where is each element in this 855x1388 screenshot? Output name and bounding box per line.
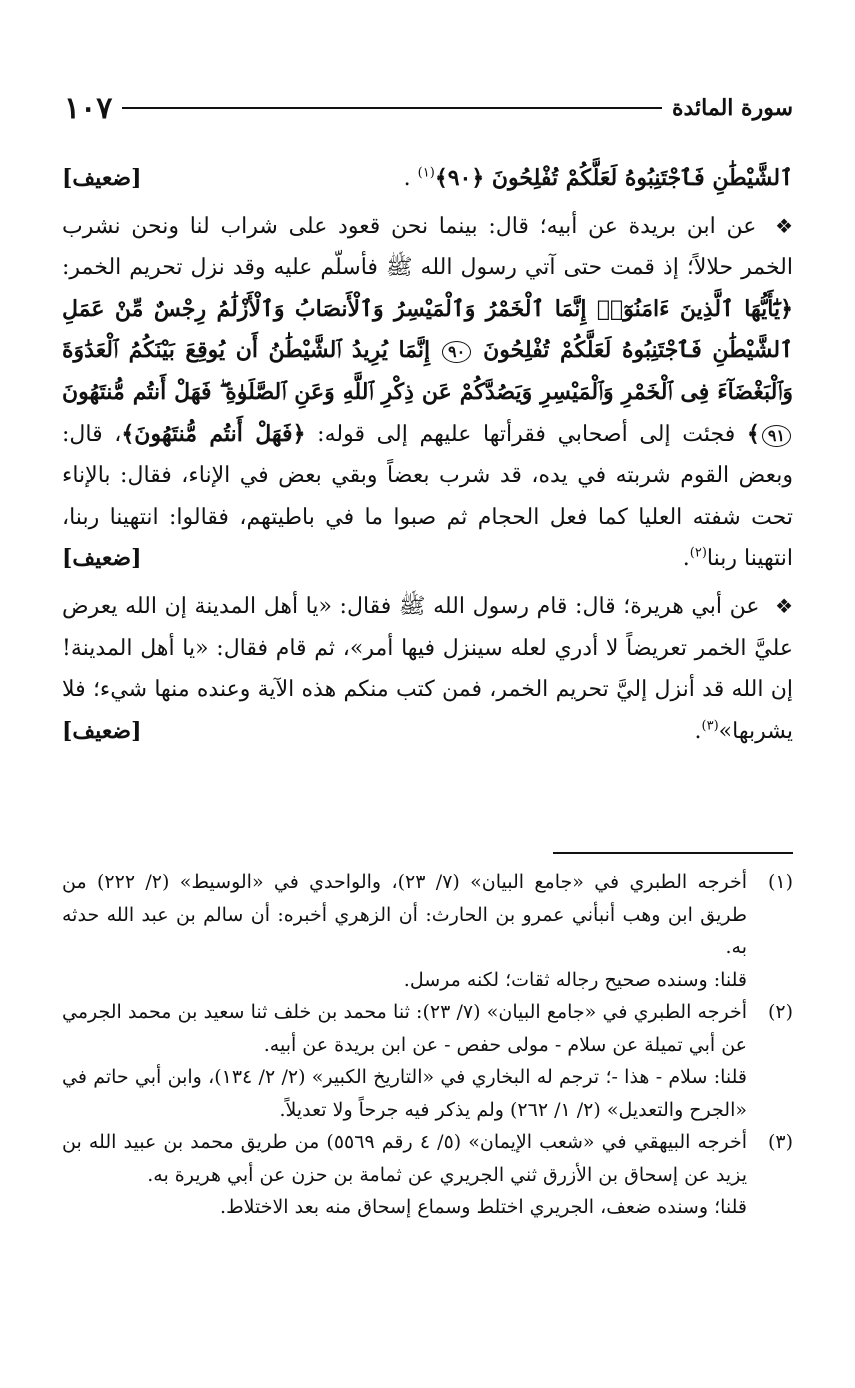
footnote — [62, 996, 793, 1126]
sentence-end: . — [682, 546, 690, 572]
sentence-end: . — [403, 166, 411, 191]
footnote-ref: (٣) — [701, 718, 719, 734]
footnote-body — [62, 996, 747, 1126]
narration-text: ، قال: وبعض القوم شربته في يده، قد شرب بعضاً وبقي بعض في الإناء، فقال: بالإناء تحت شفته العليا كما فعل الحجام ثم صبوا ما في باطيتهم، فقالوا: انتهينا ربنا، انتهينا ربنا — [62, 421, 793, 572]
footnote-text: أخرجه البيهقي في «شعب الإيمان» (٥/ ٤ رقم ٥٥٦٩) من طريق محمد بن عبيد الله بن يزيد عن إسحاق بن الأزرق ثني الجريري عن ثمامة بن حزن عن أبي هريرة به. — [62, 1131, 747, 1186]
narration-text: عن أبي هريرة؛ قال: قام رسول الله ﷺ فقال: «يا أهل المدينة إن الله يعرض عليَّ الخمر تعريضاً لا أدري لعله سينزل فيها أمر»، ثم قام فقال: «يا أهل المدينة! إن الله قد أنزل إليَّ تحريم الخمر، فمن كتب منكم هذه الآية وعنده منها شيء؛ فلا يشربها» — [62, 593, 793, 744]
grade-label: [ضعيف] — [62, 717, 142, 744]
narration-paragraph — [62, 586, 793, 752]
header-rule — [122, 107, 662, 109]
diamond-icon: ❖ — [775, 593, 793, 618]
footnote-body — [62, 866, 747, 996]
sentence-end: . — [694, 718, 702, 744]
verse-number-badge: ٩٠ — [442, 341, 471, 363]
grade-label: [ضعيف] — [62, 165, 142, 191]
grade-label: [ضعيف] — [62, 545, 142, 572]
footnote-text: أخرجه الطبري في «جامع البيان» (٧/ ٢٣)، والواحدي في «الوسيط» (٢/ ٢٢٢) من طريق ابن وهب أنبأني عمرو بن الحارث: أن الزهري أخبره: أن سالم بن عبد الله حدثه به. — [62, 871, 748, 958]
footnote — [62, 1126, 793, 1224]
quran-text: ﴿يَٰٓأَيُّهَا ٱلَّذِينَ ءَامَنُوٓا۟ إِنَّمَا ٱلْخَمْرُ وَٱلْمَيْسِرُ وَٱلْأَنصَابُ وَٱلْأَزْلَٰمُ رِجْسٌ مِّنْ عَمَلِ ٱلشَّيْطَٰنِ فَٱجْتَنِبُوهُ لَعَلَّكُمْ تُفْلِحُونَ — [62, 295, 793, 364]
page-header — [64, 88, 793, 128]
footnote-body — [62, 1126, 747, 1224]
footnote-text: أخرجه الطبري في «جامع البيان» (٧/ ٢٣): ثنا محمد بن خلف ثنا سعيد بن محمد الجرمي عن أبي تميلة عن سلام - مولى حفص - عن ابن بريدة عن أبيه. — [62, 1001, 747, 1056]
quran-text: ٱلشَّيْطَٰنِ فَٱجْتَنِبُوهُ لَعَلَّكُمْ تُفْلِحُونَ ﴿٩٠﴾ — [434, 165, 793, 191]
footnote-number: (١) — [767, 871, 793, 893]
surah-title: سورة المائدة — [671, 95, 793, 121]
page-number: ١٠٧ — [64, 90, 113, 126]
footnote-number: (٢) — [767, 1001, 793, 1023]
footnote-separator — [553, 852, 793, 854]
footnote-text: قلنا: سلام - هذا -؛ ترجم له البخاري في «التاريخ الكبير» (٢/ ٢/ ١٣٤)، وابن أبي حاتم في «الجرح والتعديل» (٢/ ١/ ٢٦٢) ولم يذكر فيه جرحاً ولا تعديلاً. — [62, 1066, 747, 1121]
narration-text: عن ابن بريدة عن أبيه؛ قال: بينما نحن قعود على شراب لنا ونحن نشرب الخمر حلالاً؛ إذ قمت حتى آتي رسول الله ﷺ فأسلّم عليه وقد نزل تحريم الخمر: — [62, 213, 793, 281]
narration-paragraph — [62, 206, 793, 580]
quran-text: إِنَّمَا يُرِيدُ ٱلشَّيْطَٰنُ أَن يُوقِعَ بَيْنَكُمُ ٱلْعَدَٰوَةَ وَٱلْبَغْضَآءَ فِى ٱلْخَمْرِ وَٱلْمَيْسِرِ وَيَصُدَّكُمْ عَن ذِكْرِ ٱللَّهِ وَعَنِ ٱلصَّلَوٰةِ ۖ فَهَلْ أَنتُم مُّنتَهُونَ — [62, 337, 793, 405]
footnote-ref: (١) — [417, 165, 435, 181]
footnote-number: (٣) — [767, 1131, 793, 1153]
narration-text: فجئت إلى أصحابي فقرأتها عليهم إلى قوله: — [317, 421, 736, 447]
main-text — [62, 158, 793, 752]
diamond-icon: ❖ — [775, 213, 794, 238]
verse-number-badge: ٩١ — [762, 425, 791, 447]
footnote-text: قلنا؛ وسنده ضعف، الجريري اختلط وسماع إسحاق منه بعد الاختلاط. — [220, 1196, 747, 1218]
footnote — [62, 866, 793, 996]
verse-continuation — [62, 158, 793, 200]
quran-text: ﴿فَهَلْ أَنتُم مُّنتَهُونَ﴾ — [121, 420, 306, 447]
quran-bracket: ﴾ — [746, 420, 760, 447]
footnote-text: قلنا: وسنده صحيح رجاله ثقات؛ لكنه مرسل. — [403, 968, 747, 991]
footnotes — [62, 866, 793, 1224]
footnote-ref: (٢) — [689, 546, 707, 562]
